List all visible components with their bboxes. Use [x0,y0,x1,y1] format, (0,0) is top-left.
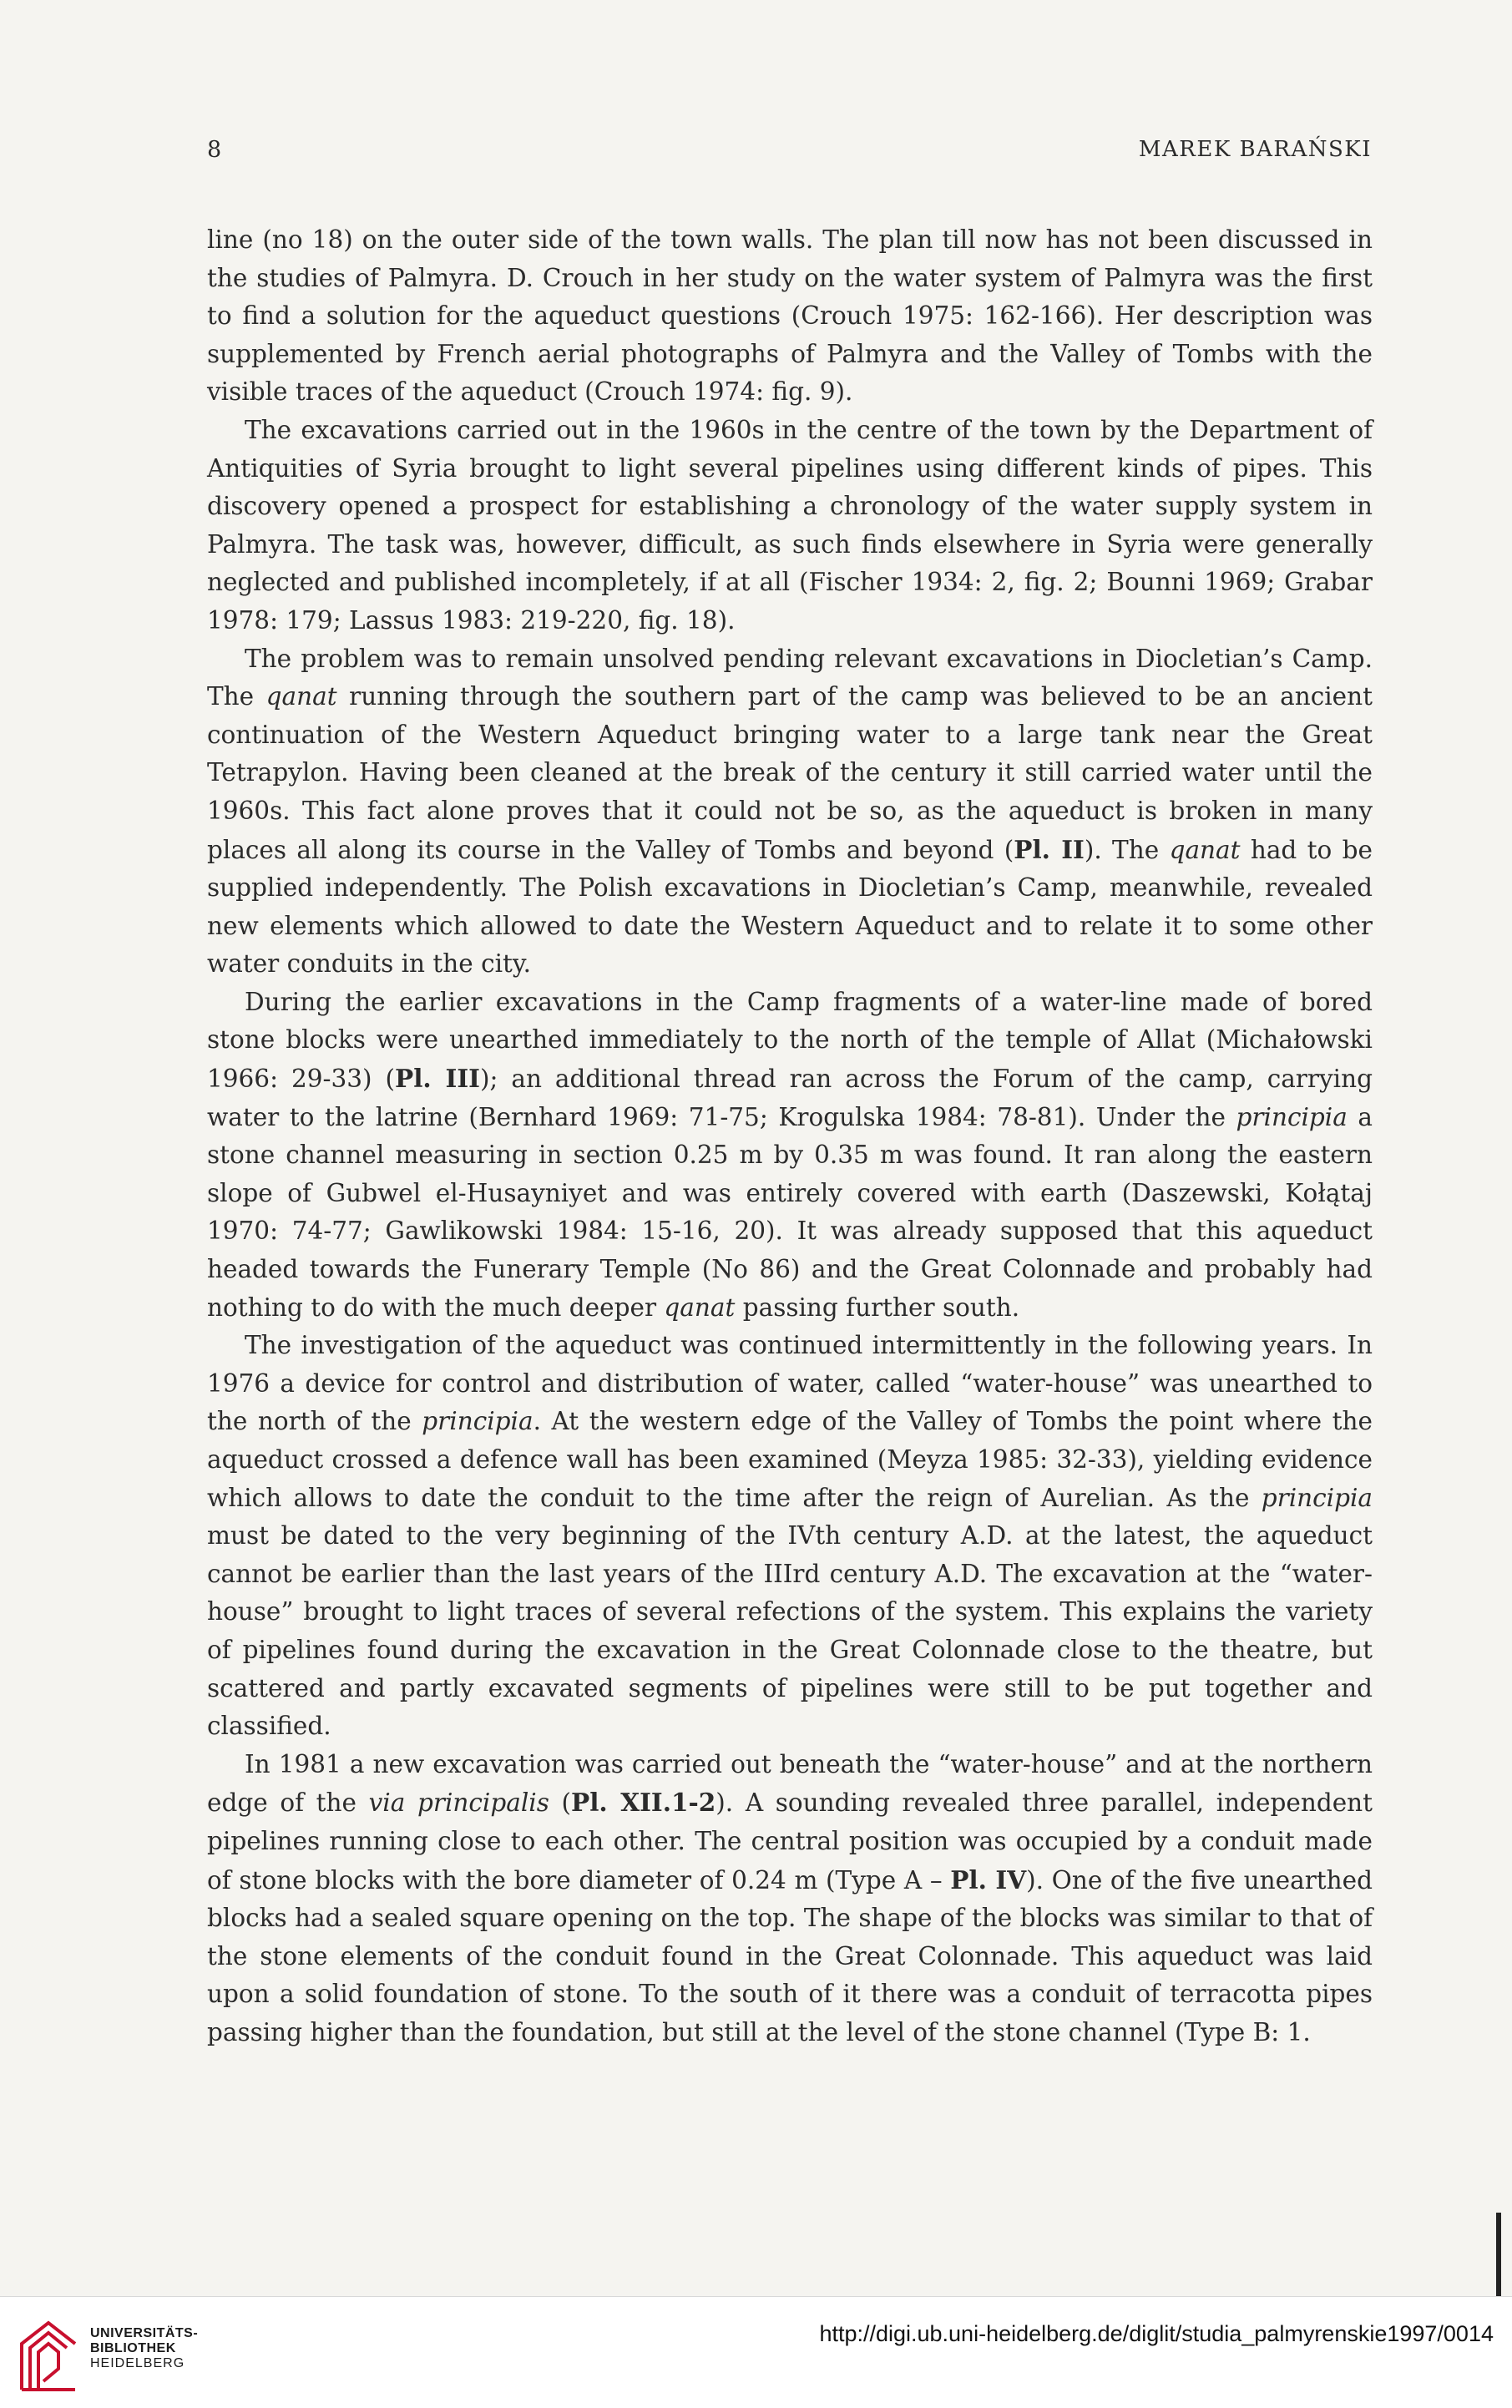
text-segment: principia [1236,1102,1348,1131]
logo-line-3: HEIDELBERG [90,2356,185,2370]
text-segment: must be dated to the very beginning of the IVth century A.D. at the latest, the aqueduct cannot be earlier than the last years of the IIIrd century A.D. The excavation at the “water-house” brought to light traces of several refections of the system. This explains the variety of pipelines found during the excavation in the Great Colonnade close to the theatre, but scattered and partly excavated segments of pipelines were still to be put together and classified. [207,1521,1373,1741]
text-segment: principia [422,1407,533,1436]
text-segment: qanat [265,682,337,711]
library-logo-text [90,2326,198,2371]
paragraph-p6 [207,1746,1373,2052]
text-segment: Pl. XII.1-2 [571,1788,716,1818]
page-edge-line [1496,2213,1501,2296]
text-segment: qanat [1169,835,1241,864]
text-segment: Pl. II [1014,834,1085,864]
paragraph-p1 [207,221,1373,412]
text-segment: Pl. IV [950,1864,1027,1895]
logo-line-1: UNIVERSITÄTS- [90,2326,199,2340]
running-head: MAREK BARAŃSKI [1138,137,1372,162]
text-segment: Pl. III [395,1064,480,1094]
text-segment: principia [1261,1483,1373,1512]
footer-bar [0,2296,1512,2408]
text-segment: The problem was to remain unsolved pending relevant excavations in Diocletian’s Camp. The [207,644,1373,711]
text-segment: had to be supplied independently. The Polish excavations in Diocletian’s Camp, meanwhile, revealed new elements which allowed to date the Western Aqueduct and to relate it to some other water conduits in the city. [207,835,1373,979]
text-segment: The investigation of the aqueduct was continued intermittently in the following years. In 1976 a device for control and distribution of water, called “water-house” was unearthed to the north of the [207,1331,1373,1436]
source-url-link[interactable]: http://digi.ub.uni-heidelberg.de/diglit/studia_palmyrenskie1997/0014 [819,2321,1494,2346]
text-segment: ); an additional thread ran across the Forum of the camp, carrying water to the latrine (Bernhard 1969: 71-75; Krogulska 1984: 78-81). Under the [207,1065,1373,1131]
text-segment: . At the western edge of the Valley of Tombs the point where the aqueduct crossed a defence wall has been examined (Meyza 1985: 32-33), yielding evidence which allows to date the conduit to the time after the reign of Aurelian. As the [207,1407,1373,1512]
text-segment: The excavations carried out in the 1960s in the centre of the town by the Department of Antiquities of Syria brought to light several pipelines using different kinds of pipes. This discovery opened a prospect for establishing a chronology of the water supply system in Palmyra. The task was, however, difficult, as such finds elsewhere in Syria were generally neglected and published incompletely, if at all (Fischer 1934: 2, fig. 2; Bounni 1969; Grabar 1978: 179; Lassus 1983: 219-220, fig. 18). [207,415,1373,635]
logo-line-2: BIBLIOTHEK [90,2341,176,2355]
text-segment: ( [549,1788,572,1818]
text-segment: a stone channel measuring in section 0.25 m by 0.35 m was found. It ran along the eastern slope of Gubwel el-Husayniyet and was entirely covered with earth (Daszewski, Kołątaj 1970: 74-77; Gawlikowski 1984: 15-16, 20). It was already supposed that this aqueduct headed towards the Funerary Temple (No 86) and the Great Colonnade and probably had nothing to do with the much deeper [207,1102,1373,1322]
paragraph-p5 [207,1327,1373,1746]
library-logo-icon [15,2306,82,2394]
text-segment: ). A sounding revealed three parallel, independent pipelines running close to each other. The central position was occupied by a conduit made of stone blocks with the bore diameter of 0.24 m (Type A – [207,1788,1373,1895]
text-segment: In 1981 a new excavation was carried out beneath the “water-house” and at the northern edge of the [207,1749,1373,1818]
paragraph-p4 [207,984,1373,1327]
text-segment: via principalis [368,1788,549,1818]
text-segment: line (no 18) on the outer side of the town walls. The plan till now has not been discussed in the studies of Palmyra. D. Crouch in her study on the water system of Palmyra was the first to find a solution for the aqueduct questions (Crouch 1975: 162-166). Her description was supplemented by French aerial photographs of Palmyra and the Valley of Tombs with the visible traces of the aqueduct (Crouch 1974: fig. 9). [207,225,1373,407]
text-segment: running through the southern part of the camp was believed to be an ancient continuation of the Western Aqueduct bringing water to a large tank near the Great Tetrapylon. Having been cleaned at the break of the century it still carried water until the 1960s. This fact alone proves that it could not be so, as the aqueduct is broken in many places all along its course in the Valley of Tombs and beyond ( [207,682,1373,864]
paragraph-p3 [207,640,1373,984]
page-number: 8 [207,137,222,163]
text-segment: During the earlier excavations in the Camp fragments of a water-line made of bored stone blocks were unearthed immediately to the north of the temple of Allat (Michałowski 1966: 29-33) ( [207,987,1373,1094]
text-segment: ). One of the five unearthed blocks had a sealed square opening on the top. The shape of the blocks was similar to that of the stone elements of the conduit found in the Great Colonnade. This aqueduct was laid upon a solid foundation of stone. To the south of it there was a conduit of terracotta pipes passing higher than the foundation, but still at the level of the stone channel (Type B: 1. [207,1865,1373,2046]
text-segment: ). The [1084,835,1170,864]
body-text [207,221,1373,2052]
text-segment: passing further south. [735,1293,1020,1322]
paragraph-p2 [207,412,1373,640]
text-segment: qanat [664,1293,736,1322]
